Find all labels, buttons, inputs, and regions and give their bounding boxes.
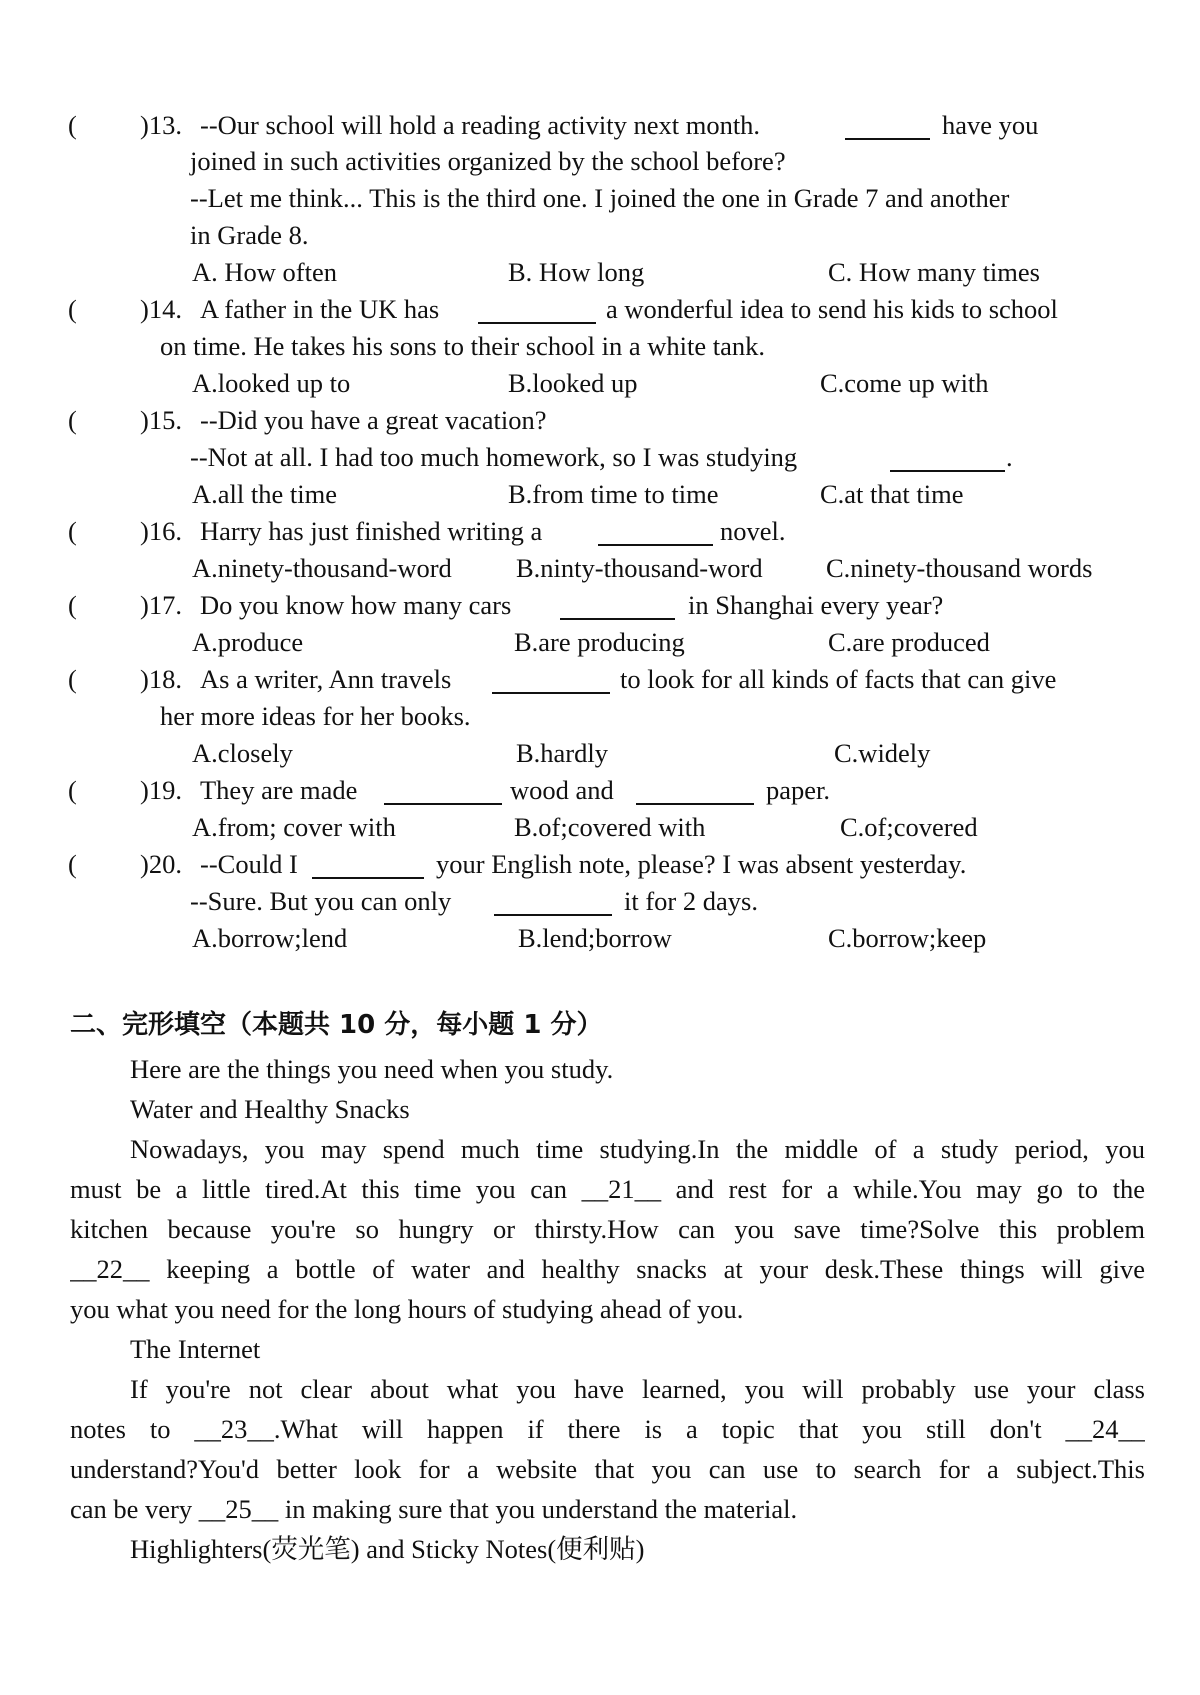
answer-blank[interactable] xyxy=(384,775,502,805)
passage-line: understand?You'd better look for a website that you can use to search for a subject.This xyxy=(70,1456,1145,1484)
answer-blank[interactable] xyxy=(312,849,424,879)
answer-paren: ( xyxy=(68,405,77,435)
option-c[interactable]: C.at that time xyxy=(820,479,964,509)
question-number: )14. xyxy=(140,294,182,324)
option-a[interactable]: A.looked up to xyxy=(192,368,351,398)
option-c[interactable]: C.ninety-thousand words xyxy=(826,553,1093,583)
question-number: )18. xyxy=(140,664,182,694)
option-c[interactable]: C.widely xyxy=(834,738,931,768)
answer-blank[interactable] xyxy=(560,590,675,620)
question-text: her more ideas for her books. xyxy=(160,701,471,731)
question-text: paper. xyxy=(766,775,831,805)
question-text: --Our school will hold a reading activity next month. xyxy=(200,110,761,140)
answer-blank[interactable] xyxy=(845,110,930,140)
question-text: Do you know how many cars xyxy=(200,590,512,620)
question-text: novel. xyxy=(720,516,786,546)
passage-line: notes to __23__.What will happen if there is a topic that you still don't __24__ xyxy=(70,1416,1145,1444)
passage-subtitle: The Internet xyxy=(130,1334,261,1364)
answer-paren: ( xyxy=(68,516,77,546)
option-c[interactable]: C.are produced xyxy=(828,627,990,657)
option-a[interactable]: A.from; cover with xyxy=(192,812,396,842)
question-number: )20. xyxy=(140,849,182,879)
passage-intro: Here are the things you need when you study. xyxy=(130,1054,614,1084)
option-b[interactable]: B.hardly xyxy=(516,738,608,768)
question-text: They are made xyxy=(200,775,358,805)
question-text: --Did you have a great vacation? xyxy=(200,405,547,435)
question-number: )13. xyxy=(140,110,182,140)
option-b[interactable]: B.of;covered with xyxy=(514,812,706,842)
question-text: it for 2 days. xyxy=(624,886,758,916)
option-b[interactable]: B.from time to time xyxy=(508,479,719,509)
option-b[interactable]: B.looked up xyxy=(508,368,638,398)
answer-paren: ( xyxy=(68,664,77,694)
question-text: . xyxy=(1006,442,1013,472)
option-a[interactable]: A.ninety-thousand-word xyxy=(192,553,452,583)
option-b[interactable]: B.ninty-thousand-word xyxy=(516,553,763,583)
passage-line: kitchen because you're so hungry or thirsty.How can you save time?Solve this problem xyxy=(70,1216,1145,1244)
passage-line: Nowadays, you may spend much time studying.In the middle of a study period, you xyxy=(130,1136,1145,1164)
question-text: As a writer, Ann travels xyxy=(200,664,452,694)
question-number: )19. xyxy=(140,775,182,805)
answer-paren: ( xyxy=(68,294,77,324)
passage-line: must be a little tired.At this time you can __21__ and rest for a while.You may go to the xyxy=(70,1176,1145,1204)
option-b[interactable]: B. How long xyxy=(508,257,645,287)
option-c[interactable]: C.come up with xyxy=(820,368,989,398)
question-text: Harry has just finished writing a xyxy=(200,516,543,546)
question-number: )16. xyxy=(140,516,182,546)
question-text: joined in such activities organized by the school before? xyxy=(190,146,786,176)
question-text: in Shanghai every year? xyxy=(688,590,944,620)
answer-blank[interactable] xyxy=(890,442,1005,472)
answer-blank[interactable] xyxy=(598,516,713,546)
answer-paren: ( xyxy=(68,775,77,805)
answer-blank[interactable] xyxy=(636,775,754,805)
section-heading: 二、完形填空（本题共 10 分，每小题 1 分） xyxy=(70,1010,603,1040)
option-a[interactable]: A.closely xyxy=(192,738,293,768)
answer-paren: ( xyxy=(68,110,77,140)
passage-line: you what you need for the long hours of studying ahead of you. xyxy=(70,1294,744,1324)
passage-subtitle: Water and Healthy Snacks xyxy=(130,1094,410,1124)
passage-line: can be very __25__ in making sure that you understand the material. xyxy=(70,1494,798,1524)
question-number: )15. xyxy=(140,405,182,435)
answer-paren: ( xyxy=(68,849,77,879)
option-c[interactable]: C.of;covered xyxy=(840,812,978,842)
question-text: --Could I xyxy=(200,849,298,879)
option-c[interactable]: C. How many times xyxy=(828,257,1040,287)
question-text: wood and xyxy=(510,775,614,805)
question-text: a wonderful idea to send his kids to school xyxy=(606,294,1058,324)
option-a[interactable]: A.all the time xyxy=(192,479,337,509)
question-text: --Sure. But you can only xyxy=(190,886,452,916)
question-text: on time. He takes his sons to their school in a white tank. xyxy=(160,331,765,361)
option-a[interactable]: A.produce xyxy=(192,627,304,657)
question-text: to look for all kinds of facts that can give xyxy=(620,664,1057,694)
option-b[interactable]: B.lend;borrow xyxy=(518,923,672,953)
question-number: )17. xyxy=(140,590,182,620)
question-text: A father in the UK has xyxy=(200,294,440,324)
option-a[interactable]: A.borrow;lend xyxy=(192,923,348,953)
question-text: --Let me think... This is the third one. I joined the one in Grade 7 and another xyxy=(190,183,1010,213)
option-c[interactable]: C.borrow;keep xyxy=(828,923,987,953)
passage-line: __22__ keeping a bottle of water and healthy snacks at your desk.These things will give xyxy=(70,1256,1145,1284)
question-text: have you xyxy=(942,110,1039,140)
passage-subtitle: Highlighters(荧光笔) and Sticky Notes(便利贴) xyxy=(130,1534,645,1564)
question-text: in Grade 8. xyxy=(190,220,309,250)
option-a[interactable]: A. How often xyxy=(192,257,337,287)
question-text: your English note, please? I was absent yesterday. xyxy=(436,849,967,879)
option-b[interactable]: B.are producing xyxy=(514,627,685,657)
answer-blank[interactable] xyxy=(478,294,596,324)
question-text: --Not at all. I had too much homework, so I was studying xyxy=(190,442,798,472)
answer-blank[interactable] xyxy=(492,664,610,694)
answer-blank[interactable] xyxy=(494,886,612,916)
answer-paren: ( xyxy=(68,590,77,620)
passage-line: If you're not clear about what you have learned, you will probably use your class xyxy=(130,1376,1145,1404)
